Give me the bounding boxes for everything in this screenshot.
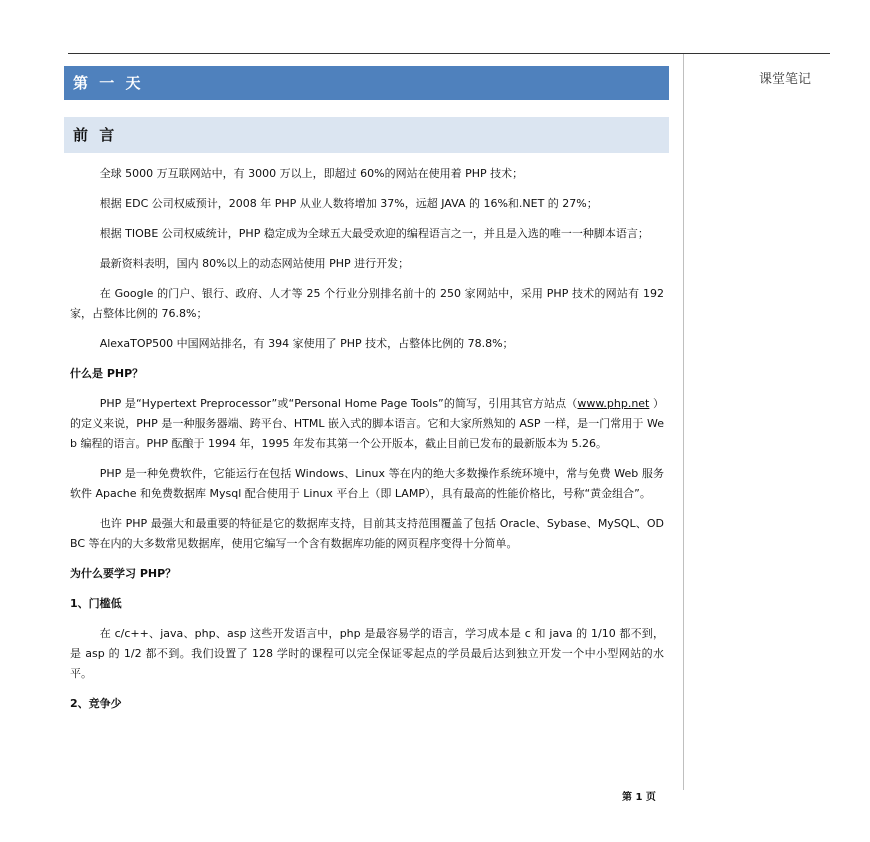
subheading-item-1: 1、门槛低 xyxy=(70,597,122,610)
paragraph: PHP 是一种免费软件，它能运行在包括 Windows、Linux 等在内的绝大多数操作系统环境中，常与免费 Web 服务软件 Apache 和免费数据库 Mysql 配合使用于 Linux 平台上（即 LAMP），具有最高的性能价格比，号称“黄金组合”。 xyxy=(70,467,664,500)
paragraph: 在 c/c++、java、php、asp 这些开发语言中，php 是最容易学的语言，学习成本是 c 和 java 的 1/10 都不到，是 asp 的 1/2 都不到。我们设置了 128 学时的课程可以完全保证零起点的学员最后达到独立开发一个中小型网站的水平。 xyxy=(70,627,664,680)
paragraph: 根据 EDC 公司权威预计，2008 年 PHP 从业人数将增加 37%，远超 JAVA 的 16%和.NET 的 27%； xyxy=(99,197,598,210)
page-number: 第 1 页 xyxy=(622,792,656,803)
paragraph-text: ）的定义来说，PHP 是一种服务器端、跨平台、HTML 嵌入式的脚本语言。它和大家所熟知的 ASP 一样，是一门常用于 Web 编程的语言。PHP 酝酿于 1994 年，1995 年发布其第一个公开版本，截止目前已发布的最新版本为 5.26。 xyxy=(70,397,664,450)
side-note-label: 课堂笔记 xyxy=(758,72,811,87)
paragraph: 在 Google 的门户、银行、政府、人才等 25 个行业分别排名前十的 250 家网站中，采用 PHP 技术的网站有 192 家，占整体比例的 76.8%； xyxy=(70,287,664,320)
heading-what-is-php: 什么是 PHP？ xyxy=(70,367,144,380)
paragraph: 根据 TIOBE 公司权威统计，PHP 稳定成为全球五大最受欢迎的编程语言之一，并且是入选的唯一一种脚本语言； xyxy=(99,227,649,240)
document-body xyxy=(70,164,664,724)
paragraph: 全球 5000 万互联网站中，有 3000 万以上，即超过 60%的网站在使用着 PHP 技术； xyxy=(99,167,524,180)
paragraph-text: PHP 是“Hypertext Preprocessor”或“Personal Home Page Tools”的简写，引用其官方站点（ xyxy=(99,397,578,410)
heading-why-learn-php: 为什么要学习 PHP？ xyxy=(70,567,177,580)
section-title: 前 言 xyxy=(64,117,669,153)
paragraph xyxy=(70,394,664,454)
header-rule xyxy=(68,53,830,54)
php-net-link[interactable]: www.php.net xyxy=(577,397,650,410)
subheading-item-2: 2、竞争少 xyxy=(70,697,122,710)
paragraph: 也许 PHP 最强大和最重要的特征是它的数据库支持，目前其支持范围覆盖了包括 Oracle、Sybase、MySQL、ODBC 等在内的大多数常见数据库，使用它编写一个含有数据库功能的网页程序变得十分简单。 xyxy=(70,517,664,550)
paragraph: 最新资料表明，国内 80%以上的动态网站使用 PHP 进行开发； xyxy=(99,257,410,270)
chapter-title: 第 一 天 xyxy=(64,66,669,100)
paragraph: AlexaTOP500 中国网站排名，有 394 家使用了 PHP 技术，占整体比例的 78.8%； xyxy=(99,337,514,350)
margin-divider xyxy=(683,54,684,790)
